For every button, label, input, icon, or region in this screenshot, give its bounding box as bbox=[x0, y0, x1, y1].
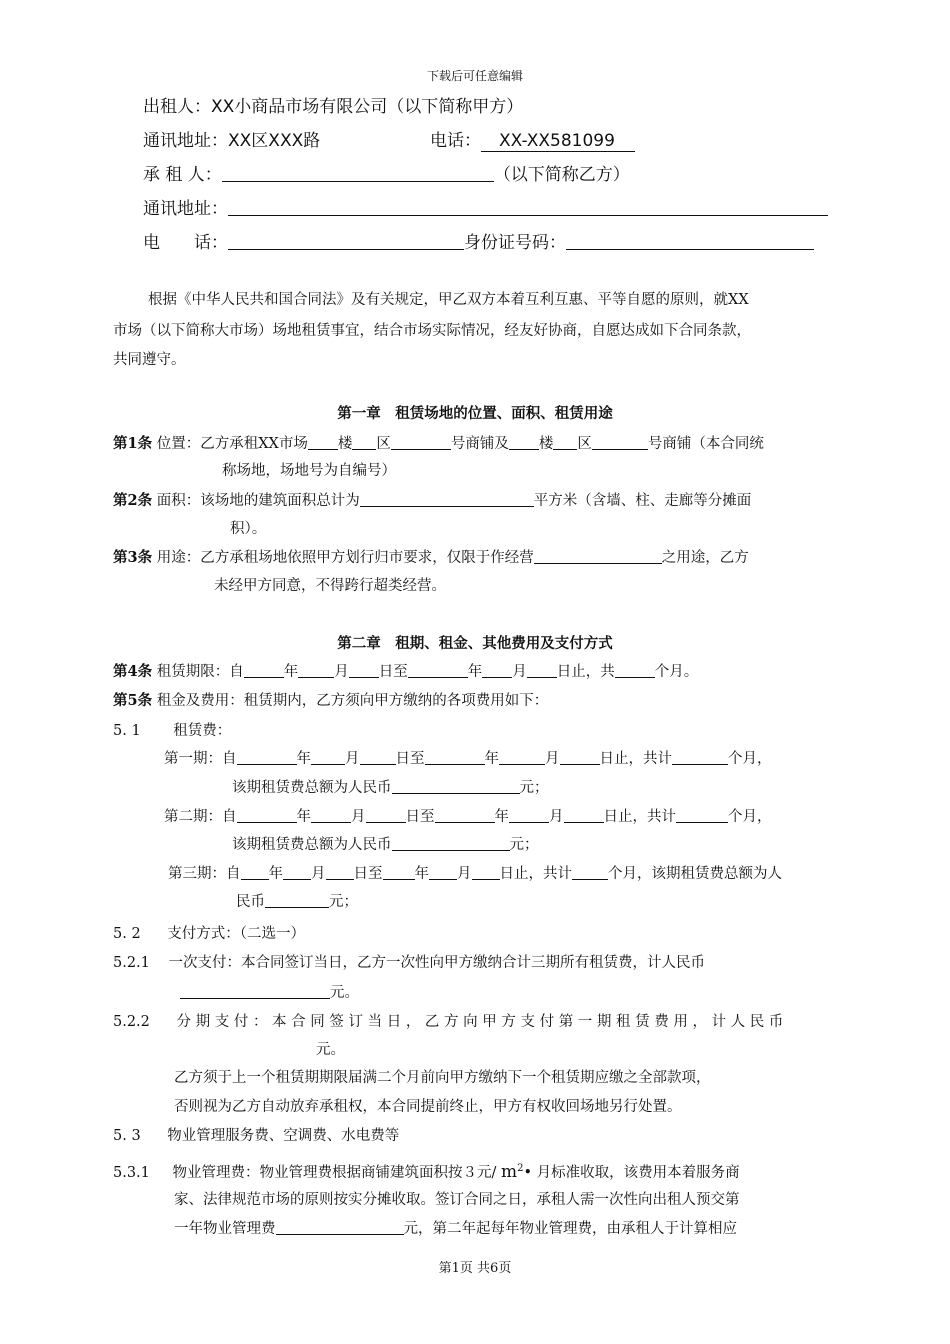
lessee-name-blank[interactable] bbox=[222, 164, 494, 182]
total-months-blank[interactable] bbox=[615, 663, 655, 679]
address-label: 通讯地址： bbox=[143, 131, 228, 151]
year-label: 年 bbox=[296, 809, 311, 825]
end-month-blank[interactable] bbox=[482, 663, 512, 679]
intro-line-1: 根据《中华人民共和国合同法》及有关规定，甲乙双方本着互利互惠、平等自愿的原则，就XX bbox=[148, 292, 749, 308]
article-2-text-2: 平方米（含墙、柱、走廊等分摊面 bbox=[533, 493, 752, 509]
day-end-label: 日止，共计 bbox=[499, 866, 572, 882]
period-2-label: 第二期：自 bbox=[164, 809, 237, 825]
p3-end-year[interactable] bbox=[383, 865, 415, 881]
month-label: 月 bbox=[549, 809, 564, 825]
period-2-total-line bbox=[232, 835, 539, 855]
section-5-2-1-num: 5.2.1 bbox=[113, 955, 150, 971]
day-to-label: 日至 bbox=[395, 751, 425, 767]
article-3-text-2: 之用途，乙方 bbox=[661, 550, 749, 566]
day-to-label: 日至 bbox=[405, 809, 435, 825]
start-month-blank[interactable] bbox=[298, 663, 334, 679]
year-label: 年 bbox=[296, 751, 311, 767]
section-5-2-2-para-line-2: 否则视为乙方自动放弃承租权，本合同提前终止，甲方有权收回场地另行处置。 bbox=[174, 1099, 682, 1115]
first-year-fee-label: 一年物业管理费 bbox=[174, 1221, 276, 1237]
lessee-line bbox=[143, 160, 630, 185]
lessee-suffix: （以下简称乙方） bbox=[493, 165, 630, 185]
page-number: 第1页 共6页 bbox=[438, 1261, 512, 1276]
period-total-label: 该期租赁费总额为人民币 bbox=[232, 780, 392, 796]
months-label: 个月。 bbox=[654, 664, 699, 680]
article-3-label: 第3条 bbox=[113, 549, 153, 566]
square-superscript: 2 bbox=[517, 1163, 524, 1174]
phone-label: 电话： bbox=[430, 131, 481, 151]
year-label: 年 bbox=[268, 866, 283, 882]
zone-label-1: 区 bbox=[376, 436, 391, 452]
section-5-2-num: 5. 2 bbox=[113, 926, 141, 942]
p1-start-year[interactable] bbox=[237, 750, 297, 766]
p1-end-year[interactable] bbox=[425, 750, 485, 766]
address-value: XX区XXX路 bbox=[228, 131, 321, 151]
shop-blank-1[interactable] bbox=[391, 435, 451, 451]
section-5-2 bbox=[113, 924, 305, 944]
lessee-phone-blank[interactable] bbox=[228, 232, 464, 250]
p1-amount[interactable] bbox=[392, 779, 520, 795]
article-4-label: 第4条 bbox=[113, 663, 153, 680]
article-5-text: 租金及费用：租赁期内，乙方须向甲方缴纳的各项费用如下： bbox=[156, 693, 549, 709]
section-5-3-1-num: 5.3.1 bbox=[113, 1164, 150, 1181]
section-5-3 bbox=[113, 1126, 399, 1146]
lessee-address-label: 通讯地址： bbox=[143, 199, 228, 219]
article-5-label: 第5条 bbox=[113, 692, 153, 709]
lessor-label: 出租人： bbox=[143, 97, 211, 117]
section-5-3-1-text-2: • 月标准收取，该费用本着服务商 bbox=[523, 1164, 740, 1181]
section-5-2-title: 支付方式：（二选一） bbox=[167, 926, 306, 942]
p1-months[interactable] bbox=[672, 750, 728, 766]
usage-blank[interactable] bbox=[534, 549, 662, 565]
section-5-3-1-line-3 bbox=[174, 1219, 737, 1239]
section-5-2-1-text: 一次支付：本合同签订当日，乙方一次性向甲方缴纳合计三期所有租赁费，计人民币 bbox=[168, 955, 706, 971]
year-label: 年 bbox=[484, 751, 499, 767]
id-label: 身份证号码： bbox=[464, 233, 566, 253]
section-5-3-1 bbox=[113, 1159, 740, 1183]
period-total-label: 该期租赁费总额为人民币 bbox=[232, 837, 392, 853]
period-1-label: 第一期：自 bbox=[164, 751, 237, 767]
yuan-label: 元； bbox=[519, 780, 549, 796]
period-3-total-line bbox=[236, 892, 358, 912]
day-to-label: 日至 bbox=[353, 866, 383, 882]
section-5-2-2-text: 分 期 支 付 ： 本 合 同 签 订 当 日 ， 乙 方 向 甲 方 支 付 第 一 期 租 赁 费 用 ， 计 人 民 币 bbox=[176, 1014, 784, 1030]
chapter-1-title: 第一章 租赁场地的位置、面积、租赁用途 bbox=[337, 405, 613, 422]
period-3-rmb-label: 民币 bbox=[236, 894, 265, 910]
section-5-3-1-line-3-tail: 元，第二年起每年物业管理费，由承租人于计算相应 bbox=[403, 1221, 737, 1237]
article-1-label: 第1条 bbox=[113, 435, 153, 452]
lessor-line bbox=[143, 92, 523, 117]
section-5-1-num: 5. 1 bbox=[113, 723, 141, 739]
shop-label-2: 号商铺（本合同统 bbox=[647, 436, 764, 452]
section-5-2-2-num: 5.2.2 bbox=[113, 1014, 150, 1030]
lease-term-label: 租赁期限：自 bbox=[156, 664, 244, 680]
period-3-label: 第三期：自 bbox=[168, 866, 241, 882]
p3-start-year[interactable] bbox=[241, 865, 269, 881]
article-5 bbox=[113, 691, 548, 711]
lessee-address-line bbox=[143, 194, 828, 219]
year-label: 年 bbox=[283, 664, 299, 680]
section-5-2-2 bbox=[113, 1012, 783, 1032]
lessee-phone-label: 电 话： bbox=[143, 233, 228, 253]
period-3-line bbox=[168, 864, 782, 884]
section-5-3-1-line-2: 家、法律规范市场的原则按实分摊收取。签订合同之日，承租人需一次性向出租人预交第 bbox=[174, 1192, 740, 1208]
day-to-label: 日至 bbox=[378, 664, 408, 680]
chapter-2-title: 第二章 租期、租金、其他费用及支付方式 bbox=[337, 635, 613, 652]
lessor-address-line bbox=[143, 126, 320, 151]
month-label: 月 bbox=[311, 866, 326, 882]
months-label: 个月， bbox=[728, 809, 772, 825]
one-time-amount[interactable] bbox=[180, 984, 330, 1000]
square-meter-unit: m bbox=[501, 1161, 518, 1182]
floor-label-2: 楼 bbox=[538, 436, 554, 452]
year-label-2: 年 bbox=[467, 664, 483, 680]
p2-end-month[interactable] bbox=[509, 808, 549, 824]
section-5-2-2-para-line-1: 乙方须于上一个租赁期期限届满二个月前向甲方缴纳下一个租赁期应缴之全部款项， bbox=[174, 1070, 711, 1086]
p2-months[interactable] bbox=[676, 808, 728, 824]
article-2-text: 面积：该场地的建筑面积总计为 bbox=[156, 493, 360, 509]
area-blank[interactable] bbox=[360, 492, 534, 508]
shop-label-1: 号商铺及 bbox=[450, 436, 509, 452]
zone-blank-1[interactable] bbox=[352, 435, 376, 451]
start-day-blank[interactable] bbox=[349, 663, 379, 679]
p3-amount[interactable] bbox=[265, 893, 329, 909]
article-3-line-2: 未经甲方同意，不得跨行超类经营。 bbox=[214, 578, 446, 594]
p2-end-day[interactable] bbox=[564, 808, 604, 824]
article-2-label: 第2条 bbox=[113, 492, 153, 509]
month-label: 月 bbox=[345, 751, 360, 767]
p1-end-month[interactable] bbox=[499, 750, 545, 766]
period-1-line bbox=[164, 749, 772, 769]
yuan-label: 元； bbox=[509, 837, 539, 853]
lessee-label: 承 租 人： bbox=[143, 165, 222, 185]
section-5-1 bbox=[113, 721, 231, 741]
article-1-text: 位置：乙方承租XX市场 bbox=[156, 436, 308, 452]
p3-months[interactable] bbox=[572, 865, 608, 881]
section-5-1-title: 租赁费： bbox=[173, 723, 232, 739]
first-year-fee-blank[interactable] bbox=[276, 1220, 404, 1236]
section-5-3-num: 5. 3 bbox=[113, 1128, 141, 1144]
p2-start-month[interactable] bbox=[311, 808, 351, 824]
article-1-line-2: 称场地，场地号为自编号） bbox=[222, 463, 396, 479]
start-year-blank[interactable] bbox=[244, 663, 284, 679]
floor-blank-2[interactable] bbox=[509, 435, 539, 451]
editable-note: 下载后可任意编辑 bbox=[426, 69, 523, 83]
lessor-phone-line bbox=[430, 126, 635, 151]
month-label-2: 月 bbox=[512, 664, 527, 680]
floor-blank-1[interactable] bbox=[308, 435, 338, 451]
yuan-tail: 元。 bbox=[330, 985, 359, 1001]
p3-end-day[interactable] bbox=[472, 865, 500, 881]
day-end-label: 日止，共计 bbox=[599, 751, 672, 767]
month-label: 月 bbox=[351, 809, 366, 825]
article-1 bbox=[113, 434, 764, 454]
article-3-text: 用途：乙方承租场地依照甲方划行归市要求，仅限于作经营 bbox=[156, 550, 534, 566]
period-2-line bbox=[164, 807, 772, 827]
zone-blank-2[interactable] bbox=[553, 435, 577, 451]
month-label: 月 bbox=[334, 664, 349, 680]
p1-start-day[interactable] bbox=[360, 750, 396, 766]
year-label: 年 bbox=[494, 809, 509, 825]
section-5-3-title: 物业管理服务费、空调费、水电费等 bbox=[167, 1128, 400, 1144]
year-label: 年 bbox=[414, 866, 429, 882]
section-5-2-2-tail: 元。 bbox=[316, 1042, 345, 1058]
month-label: 月 bbox=[457, 866, 472, 882]
section-5-2-1-line-2 bbox=[180, 983, 359, 1003]
months-label: 个月， bbox=[728, 751, 772, 767]
day-end-label: 日止，共 bbox=[556, 664, 615, 680]
end-day-blank[interactable] bbox=[527, 663, 557, 679]
p2-end-year[interactable] bbox=[435, 808, 495, 824]
intro-line-3: 共同遵守。 bbox=[113, 352, 186, 368]
period-1-total-line bbox=[232, 778, 549, 798]
article-2 bbox=[113, 491, 751, 511]
section-5-3-1-text: 物业管理费：物业管理费根据商铺建筑面积按３元/ bbox=[172, 1164, 502, 1181]
lessee-phone-line bbox=[143, 228, 814, 253]
article-3 bbox=[113, 548, 749, 568]
p3-end-month[interactable] bbox=[429, 865, 457, 881]
yuan-label: 元； bbox=[329, 894, 358, 910]
intro-line-2: 市场（以下简称大市场）场地租赁事宜，结合市场实际情况，经友好协商，自愿达成如下合同条款， bbox=[113, 323, 751, 339]
period-3-tail: 个月，该期租赁费总额为人 bbox=[608, 866, 782, 882]
p1-start-month[interactable] bbox=[311, 750, 345, 766]
zone-label-2: 区 bbox=[577, 436, 592, 452]
shop-blank-2[interactable] bbox=[592, 435, 648, 451]
lessor-value: XX小商品市场有限公司（以下简称甲方） bbox=[211, 97, 524, 117]
p3-start-day[interactable] bbox=[326, 865, 354, 881]
end-year-blank[interactable] bbox=[408, 663, 468, 679]
month-label: 月 bbox=[545, 751, 560, 767]
floor-label-1: 楼 bbox=[337, 436, 353, 452]
lessee-address-blank[interactable] bbox=[228, 198, 828, 216]
p2-start-year[interactable] bbox=[237, 808, 297, 824]
article-4 bbox=[113, 662, 698, 682]
p2-amount[interactable] bbox=[392, 836, 510, 852]
p1-end-day[interactable] bbox=[560, 750, 600, 766]
article-2-line-2: 积）。 bbox=[230, 521, 267, 537]
p3-start-month[interactable] bbox=[283, 865, 311, 881]
section-5-2-1 bbox=[113, 953, 705, 973]
id-number-blank[interactable] bbox=[566, 232, 814, 250]
p2-start-day[interactable] bbox=[366, 808, 406, 824]
day-end-label: 日止，共计 bbox=[603, 809, 676, 825]
phone-value: XX-XX581099 bbox=[481, 131, 635, 152]
